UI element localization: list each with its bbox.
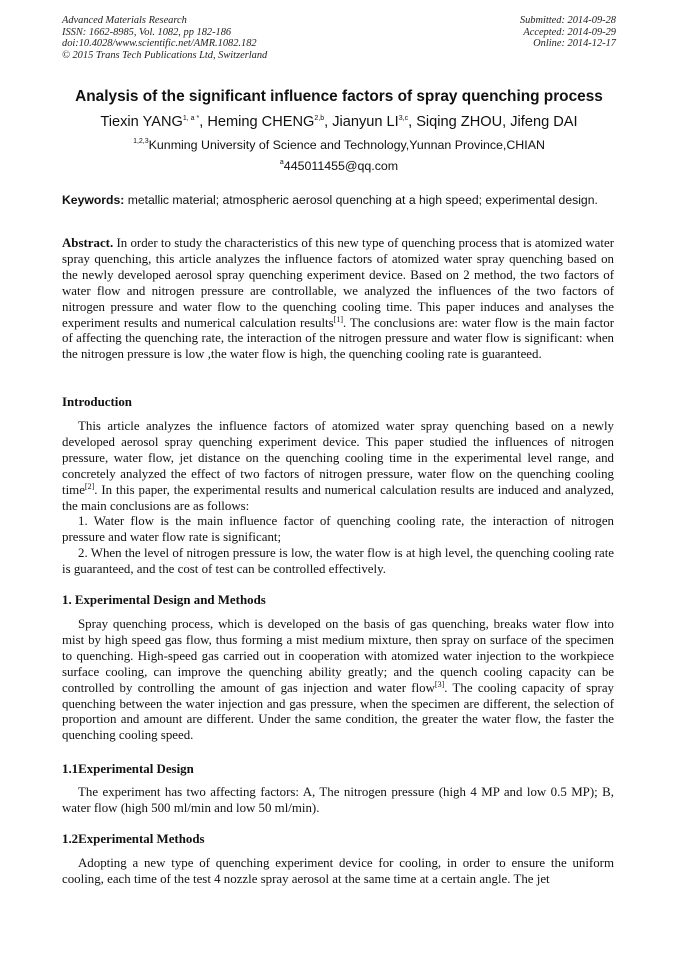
author-name: Heming CHENG	[207, 114, 315, 130]
author-list	[0, 114, 678, 130]
author-separator: ,	[199, 114, 208, 130]
submission-dates	[520, 15, 616, 50]
section-1-body	[62, 617, 614, 744]
paper-title: Analysis of the significant influence factors of spray quenching process	[75, 88, 603, 105]
author-superscript: 2,b	[314, 115, 325, 122]
introduction-heading: Introduction	[62, 395, 132, 409]
affiliation	[0, 138, 678, 152]
citation-ref: [1]	[333, 314, 343, 324]
keywords-text: metallic material; atmospheric aerosol quenching at a high speed; experimental design.	[124, 193, 598, 207]
author-name: Tiexin YANG	[100, 114, 183, 130]
abstract-text: In order to study the characteristics of this new type of quenching process that is atomized water spray quenching, this article analyzes the influence factors of atomized water spray quenching based on the newly developed aerosol spray quenching experiment device. Based on 2 method, the two factors of water flow and nitrogen pressure are controllable, we analyzed the influences of the two factors of nitrogen pressure and water flow to the quenching cooling time. This paper induces and analyses the experiment results and numerical calculation results	[62, 236, 614, 330]
abstract-text-cont: . The conclusions are: water flow is the main factor of affecting the quenching rate, the interaction of the nitrogen pressure and water flow is significant: when the nitrogen pressure is low ,the water flow is high, the quenching cooling rate is guaranteed.	[62, 315, 615, 362]
introduction-body	[62, 419, 614, 578]
journal-name: Advanced Materials Research	[62, 15, 187, 26]
keywords	[62, 193, 614, 208]
conclusion-item: 1. Water flow is the main influence factor of quenching cooling rate, the interaction of nitrogen pressure and water flow rate is significant;	[62, 514, 614, 545]
section-1-2-text: Adopting a new type of quenching experiment device for cooling, in order to ensure the uniform cooling, each time of the test 4 nozzle spray aerosol at the same time at a certain angle. The jet	[62, 856, 614, 886]
author-separator: ,	[324, 114, 333, 130]
online-date: Online: 2014-12-17	[533, 38, 616, 50]
section-1-1-text: The experiment has two affecting factors: A, The nitrogen pressure (high 4 MP and low 0.5 MP); B, water flow (high 500 ml/min and low 50 ml/min).	[62, 785, 614, 815]
email-superscript: a	[279, 159, 284, 166]
doi-line: doi:10.4028/www.scientific.net/AMR.1082.182	[62, 38, 257, 50]
section-1-text-cont: . The cooling capacity of spray quenching between the water injection and gas pressure, when the specimen are different, the selection of proportion and amount are different. Under the same condition, the greater the water flow, the faster the quenching cooling speed.	[62, 680, 614, 743]
citation-ref: [3]	[434, 679, 445, 689]
author-superscript: 1, a *	[182, 115, 200, 122]
abstract-label: Abstract.	[62, 236, 114, 250]
author-separator: ,	[408, 114, 417, 130]
section-1-2-body	[62, 856, 614, 888]
author-superscript: 3,c	[398, 115, 409, 122]
accepted-date: Accepted: 2014-09-29	[523, 26, 616, 38]
section-heading-1-1: 1.1Experimental Design	[62, 762, 194, 776]
author-email	[0, 159, 678, 173]
keywords-label: Keywords:	[62, 193, 125, 207]
issn-line: ISSN: 1662-8985, Vol. 1082, pp 182-186	[62, 26, 232, 38]
abstract	[62, 236, 614, 363]
section-1-1-body	[62, 785, 614, 817]
submitted-date: Submitted: 2014-09-28	[519, 15, 616, 26]
author-name: Jianyun LI	[332, 114, 399, 130]
conclusion-item: 2. When the level of nitrogen pressure is low, the water flow is at high level, the quenching cooling rate is guaranteed, and the cost of test can be controlled effectively.	[62, 546, 614, 577]
email-text[interactable]: 445011455@qq.com	[283, 159, 399, 173]
introduction-text-cont: . In this paper, the experimental results and numerical calculation results are induced and analyzed, the main conclusions are as follows:	[62, 482, 614, 513]
journal-info	[62, 15, 267, 61]
section-heading-1-2: 1.2Experimental Methods	[62, 832, 205, 846]
copyright-line: © 2015 Trans Tech Publications Ltd, Switzerland	[62, 49, 268, 61]
introduction-text: This article analyzes the influence factors of atomized water spray quenching based on a newly developed aerosol spray quenching experiment device. This paper studied the influences of nitrogen pressure, water flow, jet distance on the quenching cooling time in the experimental level range, and concretely analyzed the effect of two factors of nitrogen pressure, water flow on the quenching cooling time	[62, 419, 614, 497]
author-name: Siqing ZHOU, Jifeng DAI	[416, 114, 578, 130]
affiliation-text: Kunming University of Science and Technology,Yunnan Province,CHIAN	[148, 138, 545, 152]
affiliation-superscript: 1,2,3	[133, 138, 149, 145]
citation-ref: [2]	[84, 481, 95, 491]
section-1-text: Spray quenching process, which is developed on the basis of gas quenching, breaks water flow into mist by high speed gas flow, thus forming a mist medium mixture, then spray on surface of the specimen to quenching. High-speed gas carried out in cooperation with atomized water injection to the workpiece surface cooling, can improve the quenching ability greatly; and the quench cooling capacity can be controlled by controlling the amount of gas injection and water flow	[62, 617, 614, 695]
section-heading-1: 1. Experimental Design and Methods	[62, 593, 266, 607]
